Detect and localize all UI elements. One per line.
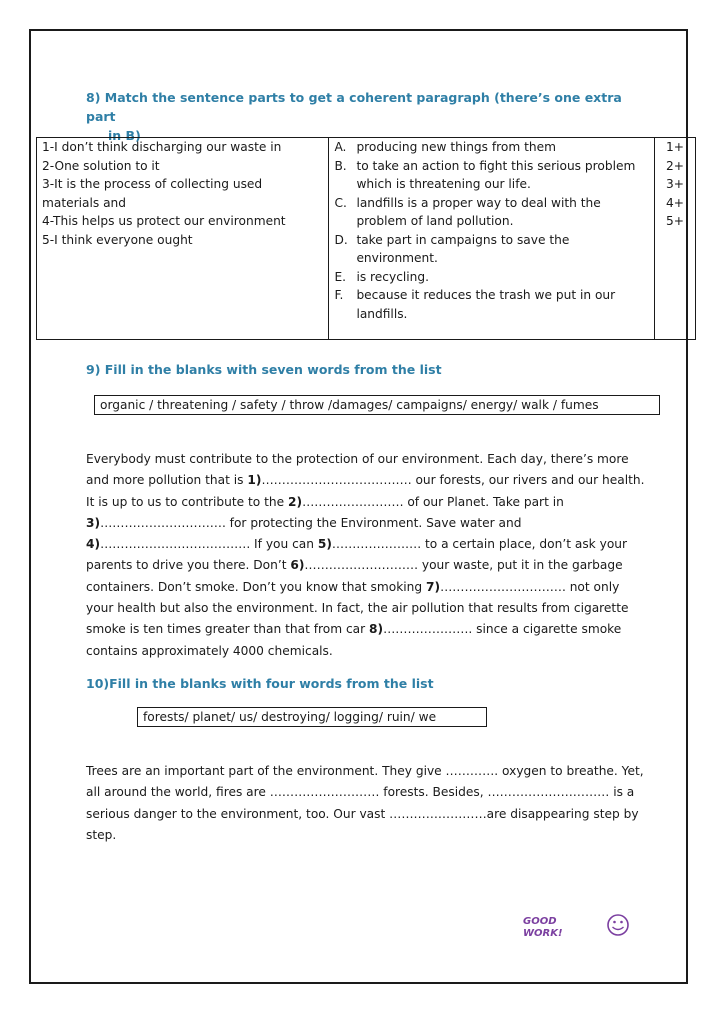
part-a-line: 1-I don’t think discharging our waste in [42,140,282,154]
logo-line1: GOOD [523,916,557,927]
part-b-text: take part in campaigns to save the [356,232,570,247]
part-b-text: is recycling. [356,269,430,284]
part-b-letter: B. [334,158,347,173]
answer-slot[interactable]: 4+ [665,195,684,210]
paragraph-text: Everybody must contribute to the protection of our environment. Each day, there’s more and more pollution that is [86,452,629,488]
answer-slot[interactable]: 2+ [665,158,684,173]
part-b-item [334,194,648,231]
part-b-text: because it reduces the trash we put in our [356,288,616,302]
part-b-letter: D. [334,232,348,247]
paragraph-text[interactable]: ……………………. of our Planet. Take part in [302,494,564,509]
part-b-letter: C. [334,195,347,210]
answer-slot[interactable]: 3+ [665,177,684,191]
blank-number: 5) [317,537,332,552]
part-b-item [334,268,648,287]
paragraph-text[interactable]: ………………………. your waste, put it in the garbage containers. Don’t smoke. Don’t you know that smoking [86,558,623,594]
part-b-item [334,157,648,194]
paragraph-text[interactable]: …………………. to a certain place, don’t ask your parents to drive you there. Don’t [86,537,628,573]
part-a-line: 2-One solution to it [42,158,160,173]
exercise-9-paragraph [86,449,646,662]
paragraph-text[interactable]: ………………………………. If you can [100,537,318,552]
exercise-10-word-list: forests/ planet/ us/ destroying/ logging/ ruin/ we [137,707,487,727]
part-a-line: materials and [42,195,127,210]
blank-number: 4) [86,537,101,552]
blank-number: 8) [369,622,384,637]
part-b-letter: A. [334,140,347,154]
exercise-9-word-list: organic / threatening / safety / throw /damages/ campaigns/ energy/ walk / fumes [94,395,660,415]
exercise-9-heading: 9) Fill in the blanks with seven words from the list [86,362,442,377]
blank-number: 1) [247,473,262,488]
part-a-line: 5-I think everyone ought [42,232,193,247]
part-b-item [334,231,648,268]
part-b-text: landfills is a proper way to deal with the [356,195,601,210]
answer-slot[interactable]: 5+ [665,214,684,228]
part-b-letter: E. [334,269,347,284]
answer-column [654,138,695,340]
column-b [329,138,654,340]
matching-table [36,137,696,340]
blank-number: 6) [290,558,305,573]
exercise-8-heading-line1: 8) Match the sentence parts to get a coherent paragraph (there’s one extra part [86,90,622,124]
part-b-text: to take an action to fight this serious problem [356,158,636,173]
part-b-item [334,138,648,157]
part-b-text: environment. [356,251,438,265]
blank-number: 7) [426,579,441,594]
good-work-logo [520,912,640,942]
exercise-10-paragraph[interactable]: Trees are an important part of the environment. They give …………. oxygen to breathe. Yet, all around the world, fires are ……………………… forests. Besides, ………………………… is a serious danger to the environment, too. Our vast ……………………are disappearing step by step. [86,764,644,842]
smiley-icon [608,915,628,935]
exercise-10-heading: 10)Fill in the blanks with four words from the list [86,676,434,691]
part-a-line: 3-It is the process of collecting used [42,177,263,191]
paragraph-text[interactable]: …………………………. for protecting the Environment. Save water and [100,515,522,530]
exercise-8-heading-line2: in B) [108,128,141,143]
paragraph-text[interactable]: ………………………………. our forests, our rivers and our health. It is up to us to contribute to the [86,473,645,509]
part-b-letter: F. [334,288,344,302]
blank-number: 2) [288,494,303,509]
part-b-text: which is threatening our life. [356,177,531,191]
column-a [37,138,329,340]
part-a-line: 4-This helps us protect our environment [42,214,286,228]
blank-number: 3) [86,515,101,530]
part-b-item [334,286,648,323]
logo-line2: WORK! [523,928,563,939]
part-b-text: problem of land pollution. [356,214,514,228]
part-b-text: producing new things from them [356,140,557,154]
paragraph-text[interactable]: …………………………. not only your health but also the environment. In fact, the air pollution that results from cigarette smoke is ten times greater than that from car [86,579,629,637]
part-b-text: landfills. [356,306,408,321]
answer-slot[interactable]: 1+ [665,140,684,154]
paragraph-text[interactable]: …………………. since a cigarette smoke contains approximately 4000 chemicals. [86,622,622,658]
